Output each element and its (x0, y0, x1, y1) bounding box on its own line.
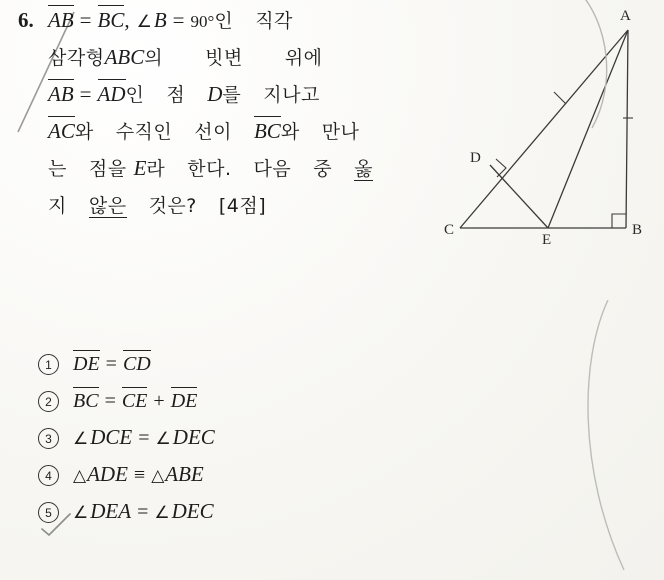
ko-with-2: 와 (280, 121, 300, 143)
angle-dec-c5: DEC (171, 499, 214, 523)
question-line-4 (18, 117, 448, 154)
segment-ab: AB (48, 8, 74, 32)
triangle-ade: ADE (87, 462, 128, 486)
segment-ab-2: AB (48, 82, 74, 106)
angle-symbol-c3b: ∠ (155, 429, 171, 449)
figure-label-a: A (620, 8, 631, 24)
choice-1[interactable] (38, 345, 418, 382)
equals-sign: = (79, 8, 92, 32)
comma: , (124, 8, 130, 32)
question-line-2-content (48, 43, 323, 70)
segment-ac: AC (48, 119, 75, 143)
point-d: D (207, 82, 223, 106)
segment-bc-c2: BC (73, 390, 99, 412)
stray-arc-bottom-icon (578, 300, 664, 580)
ko-hada: 한다. (187, 158, 232, 180)
angle-dce: DCE (90, 425, 133, 449)
choice-marker-1[interactable]: 1 (38, 354, 59, 375)
question-line-3 (18, 80, 448, 117)
choice-5[interactable] (38, 493, 418, 530)
ko-right-angle: 직각 (255, 10, 293, 32)
point-e: E (133, 156, 147, 180)
question-line-4-content (48, 117, 359, 144)
choice-marker-3[interactable]: 3 (38, 428, 59, 449)
figure-label-d: D (470, 150, 481, 166)
segment-ad: AD (97, 82, 126, 106)
figure-label-b: B (632, 222, 643, 238)
question-line-6 (18, 191, 448, 228)
ko-possessive: 의 (144, 47, 164, 69)
ko-on-top: 위에 (284, 47, 323, 69)
angle-symbol-c5a: ∠ (73, 503, 89, 523)
choice-list (38, 345, 418, 530)
choice-marker-4[interactable]: 4 (38, 465, 59, 486)
question-line-6-content (48, 191, 266, 218)
choice-1-content (73, 351, 151, 376)
choice-3[interactable] (38, 419, 418, 456)
plus-sign-c2: + (153, 390, 165, 412)
question-line-1 (18, 6, 448, 43)
equals-sign-c1: = (105, 353, 117, 375)
question-number: 6. (18, 8, 34, 32)
equals-sign-2: = (172, 8, 185, 32)
ko-hypotenuse: 빗변 (205, 47, 243, 69)
question-line-5 (18, 154, 448, 191)
segment-de: DE (73, 353, 100, 375)
points-value: [4점] (218, 195, 267, 217)
choice-2[interactable] (38, 382, 418, 419)
ko-ji: 지 (48, 195, 67, 217)
equals-sign-c3: = (138, 427, 150, 449)
question-block (18, 6, 448, 228)
triangle-symbol-c4b: △ (151, 466, 165, 486)
choice-4-content (73, 462, 204, 487)
figure-label-c: C (444, 222, 455, 238)
choice-2-content (73, 388, 197, 413)
ko-point: 점 (166, 84, 186, 106)
ko-object-marker: 를 (222, 84, 242, 106)
choice-3-content (73, 425, 215, 450)
choice-4[interactable] (38, 456, 418, 493)
ko-in-2: 인 (125, 84, 145, 106)
segment-bc: BC (97, 8, 125, 32)
ko-among: 중 (313, 158, 333, 180)
ko-with: 와 (74, 121, 94, 143)
triangle-abc: ABC (104, 45, 145, 69)
ko-point-obj: 점을 (88, 158, 127, 180)
question-line-2 (18, 43, 448, 80)
segment-cd: CD (122, 353, 151, 375)
choice-marker-5[interactable]: 5 (38, 502, 59, 523)
choice-5-content (73, 499, 214, 524)
ko-passing: 지나고 (263, 84, 320, 106)
equals-sign-3: = (79, 82, 92, 106)
choice-marker-2[interactable]: 2 (38, 391, 59, 412)
ko-ra: 라 (146, 158, 166, 180)
triangle-abe: ABE (165, 462, 204, 486)
vertex-b: B (153, 8, 167, 32)
geometry-figure (430, 0, 664, 280)
congruent-sign-c4: ≡ (133, 464, 146, 486)
segment-de-c2: DE (170, 390, 198, 412)
ko-perpendicular: 수직인 (115, 121, 173, 143)
question-line-5-content (48, 154, 373, 181)
ko-not: 않은 (88, 195, 127, 217)
ko-triangle-word: 삼각형 (48, 47, 105, 69)
ko-line: 선이 (194, 121, 232, 143)
angle-symbol: ∠ (136, 12, 152, 32)
angle-90-degrees: 90° (190, 12, 215, 31)
ko-which: 것은? (148, 195, 197, 217)
angle-symbol-c3a: ∠ (73, 429, 89, 449)
equals-sign-c5: = (137, 501, 149, 523)
triangle-symbol-c4a: △ (73, 466, 87, 486)
question-line-1-content (48, 6, 293, 33)
question-line-3-content (48, 80, 320, 107)
angle-dea: DEA (90, 499, 132, 523)
ko-neun: 는 (48, 158, 67, 180)
figure-label-e: E (542, 232, 552, 248)
ko-correct-1: 옳 (354, 158, 373, 180)
segment-ce: CE (121, 390, 148, 412)
segment-bc-2: BC (253, 119, 281, 143)
ko-in: 인 (214, 10, 234, 32)
angle-symbol-c5b: ∠ (154, 503, 170, 523)
angle-dec: DEC (172, 425, 215, 449)
equals-sign-c2: = (104, 390, 116, 412)
ko-next: 다음 (253, 158, 292, 180)
ko-meet: 만나 (321, 121, 360, 143)
